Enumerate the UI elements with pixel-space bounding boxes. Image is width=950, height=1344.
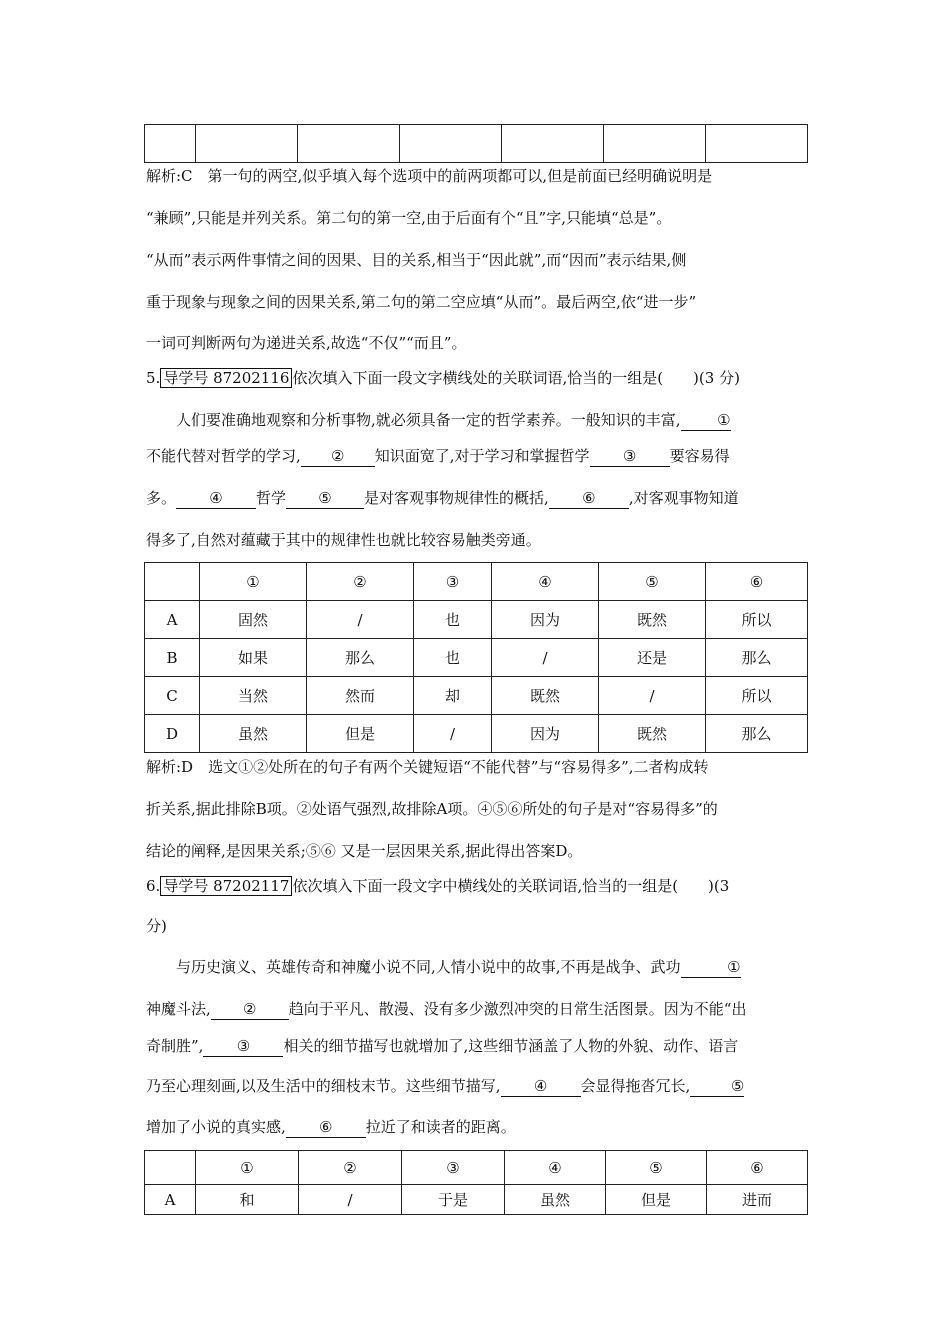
passage-text: 多。 <box>146 489 177 507</box>
q6-passage-line <box>146 997 808 1021</box>
blank-3: ③ <box>590 447 670 467</box>
header-cell: ④ <box>505 1151 606 1185</box>
q4-analysis-line: 一词可判断两句为递进关系,故选“不仅”“而且”。 <box>146 334 467 352</box>
passage-text: 与历史演义、英雄传奇和神魔小说不同,人情小说中的故事,不再是战争、武功 <box>176 958 681 976</box>
table-cell: 既然 <box>492 677 599 715</box>
table-row <box>145 1185 808 1215</box>
table-cell: 也 <box>414 639 492 677</box>
q5-passage-line: 得多了,自然对蕴藏于其中的规律性也就比较容易触类旁通。 <box>146 531 541 549</box>
q5-passage-line <box>146 444 808 468</box>
q5-analysis-line: 结论的阐释,是因果关系;⑤⑥ 又是一层因果关系,据此得出答案D。 <box>146 842 583 860</box>
header-cell: ② <box>307 563 414 601</box>
table-header-row <box>145 563 808 601</box>
table-cell: / <box>599 677 706 715</box>
table-cell <box>502 125 604 163</box>
blank-6: ⑥ <box>549 489 629 509</box>
option-label: C <box>145 677 200 715</box>
header-cell: ③ <box>414 563 492 601</box>
option-label: A <box>145 601 200 639</box>
table-row <box>145 125 808 163</box>
q6-options-table <box>144 1150 808 1215</box>
table-cell: / <box>414 715 492 753</box>
passage-text: 知识面宽了,对于学习和掌握哲学 <box>374 447 590 465</box>
table-cell: 那么 <box>706 715 808 753</box>
table-cell: / <box>492 639 599 677</box>
passage-text: 会显得拖沓冗长, <box>580 1077 691 1095</box>
header-cell: ① <box>200 563 307 601</box>
question-number: 5. <box>146 369 161 387</box>
passage-text: 不能代替对哲学的学习, <box>146 447 301 465</box>
q4-analysis-line: 解析:C 第一句的两空,似乎填入每个选项中的前两项都可以,但是前面已经明确说明是 <box>146 167 713 185</box>
passage-text: 神魔斗法, <box>146 1000 211 1018</box>
q6-passage-line <box>146 1034 808 1058</box>
passage-text: 人们要准确地观察和分析事物,就必须具备一定的哲学素养。一般知识的丰富, <box>176 411 681 429</box>
table-cell: 但是 <box>307 715 414 753</box>
blank-4: ④ <box>501 1077 581 1097</box>
q5-passage-line <box>146 486 808 510</box>
table-row <box>145 677 808 715</box>
header-cell: ⑥ <box>706 563 808 601</box>
table-row <box>145 715 808 753</box>
header-cell: ⑤ <box>606 1151 707 1185</box>
table-cell: 但是 <box>606 1185 707 1215</box>
q6-passage-line <box>146 1074 808 1098</box>
table-cell <box>196 125 298 163</box>
table-header-row <box>145 1151 808 1185</box>
table-row <box>145 639 808 677</box>
q4-analysis-line: “兼顾”,只能是并列关系。第二句的第一空,由于后面有个“且”字,只能填“总是”。 <box>146 209 672 227</box>
q5-analysis-line: 解析:D 选文①②处所在的句子有两个关键短语“不能代替”与“容易得多”,二者构成转 <box>146 758 709 776</box>
table-cell: 和 <box>196 1185 299 1215</box>
table-cell: 因为 <box>492 601 599 639</box>
passage-text: 相关的细节描写也就增加了,这些细节涵盖了人物的外貌、动作、语言 <box>283 1037 739 1055</box>
table-cell: 既然 <box>599 601 706 639</box>
table-cell: 于是 <box>402 1185 505 1215</box>
passage-text: 乃至心理刻画,以及生活中的细枝末节。这些细节描写, <box>146 1077 501 1095</box>
table-cell: 虽然 <box>505 1185 606 1215</box>
table-cell: 也 <box>414 601 492 639</box>
table-cell: 却 <box>414 677 492 715</box>
q6-stem <box>146 874 808 898</box>
q4-analysis-line: 重于现象与现象之间的因果关系,第二句的第二空应填“从而”。最后两空,依“进一步” <box>146 293 697 311</box>
header-cell: ④ <box>492 563 599 601</box>
table-cell <box>145 125 196 163</box>
table-cell: 然而 <box>307 677 414 715</box>
blank-1: ① <box>681 958 741 978</box>
option-label: A <box>145 1185 196 1215</box>
table-cell: 所以 <box>706 601 808 639</box>
question-text: 依次填入下面一段文字横线处的关联词语,恰当的一组是( )(3 分) <box>292 369 740 387</box>
header-cell: ② <box>299 1151 402 1185</box>
passage-text: 增加了小说的真实感, <box>146 1118 286 1136</box>
header-cell <box>145 1151 196 1185</box>
table-cell: 所以 <box>706 677 808 715</box>
q5-analysis-line: 折关系,据此排除B项。②处语气强烈,故排除A项。④⑤⑥所处的句子是对“容易得多”的 <box>146 800 718 818</box>
table-cell: / <box>299 1185 402 1215</box>
passage-text: 趋向于平凡、散漫、没有多少激烈冲突的日常生活图景。因为不能“出 <box>288 1000 747 1018</box>
passage-text: 哲学 <box>256 489 287 507</box>
table-cell: 进而 <box>707 1185 808 1215</box>
blank-6: ⑥ <box>286 1118 366 1138</box>
passage-text: 奇制胜”, <box>146 1037 204 1055</box>
question-text: 依次填入下面一段文字中横线处的关联词语,恰当的一组是( )(3 <box>292 877 730 895</box>
table-cell <box>298 125 400 163</box>
table-cell: 那么 <box>307 639 414 677</box>
header-cell: ① <box>196 1151 299 1185</box>
option-label: B <box>145 639 200 677</box>
question-number: 6. <box>146 877 161 895</box>
q5-stem <box>146 366 808 390</box>
header-cell <box>145 563 200 601</box>
table-cell <box>706 125 808 163</box>
table-cell: 当然 <box>200 677 307 715</box>
q6-stem-continued: 分) <box>146 917 167 935</box>
table-cell: 还是 <box>599 639 706 677</box>
option-label: D <box>145 715 200 753</box>
table-cell <box>604 125 706 163</box>
passage-text: 要容易得 <box>669 447 730 465</box>
passage-text: 拉近了和读者的距离。 <box>365 1118 516 1136</box>
q6-passage-line <box>176 955 808 979</box>
table-row <box>145 601 808 639</box>
header-cell: ⑥ <box>707 1151 808 1185</box>
table-cell <box>400 125 502 163</box>
table-cell: 如果 <box>200 639 307 677</box>
table-cell: 虽然 <box>200 715 307 753</box>
header-cell: ⑤ <box>599 563 706 601</box>
guide-number-tag[interactable]: 导学号 87202117 <box>160 876 292 896</box>
table-cell: / <box>307 601 414 639</box>
blank-3: ③ <box>203 1037 283 1057</box>
passage-text: ,对客观事物知道 <box>628 489 739 507</box>
table-cell: 因为 <box>492 715 599 753</box>
blank-5: ⑤ <box>286 489 364 509</box>
table-cell: 那么 <box>706 639 808 677</box>
header-cell: ③ <box>402 1151 505 1185</box>
guide-number-tag[interactable]: 导学号 87202116 <box>160 368 292 388</box>
table-cell: 既然 <box>599 715 706 753</box>
q4-analysis-line: “从而”表示两件事情之间的因果、目的关系,相当于“因此就”,而“因而”表示结果,侧 <box>146 251 687 269</box>
passage-text: 是对客观事物规律性的概括, <box>364 489 549 507</box>
top-answer-table <box>144 124 808 163</box>
table-cell: 固然 <box>200 601 307 639</box>
q5-passage-line <box>176 408 808 432</box>
blank-1: ① <box>681 411 731 431</box>
blank-2: ② <box>211 1000 289 1020</box>
q5-options-table <box>144 562 808 753</box>
blank-4: ④ <box>176 489 256 509</box>
blank-5: ⑤ <box>690 1077 744 1097</box>
blank-2: ② <box>301 447 375 467</box>
q6-passage-line <box>146 1115 808 1139</box>
